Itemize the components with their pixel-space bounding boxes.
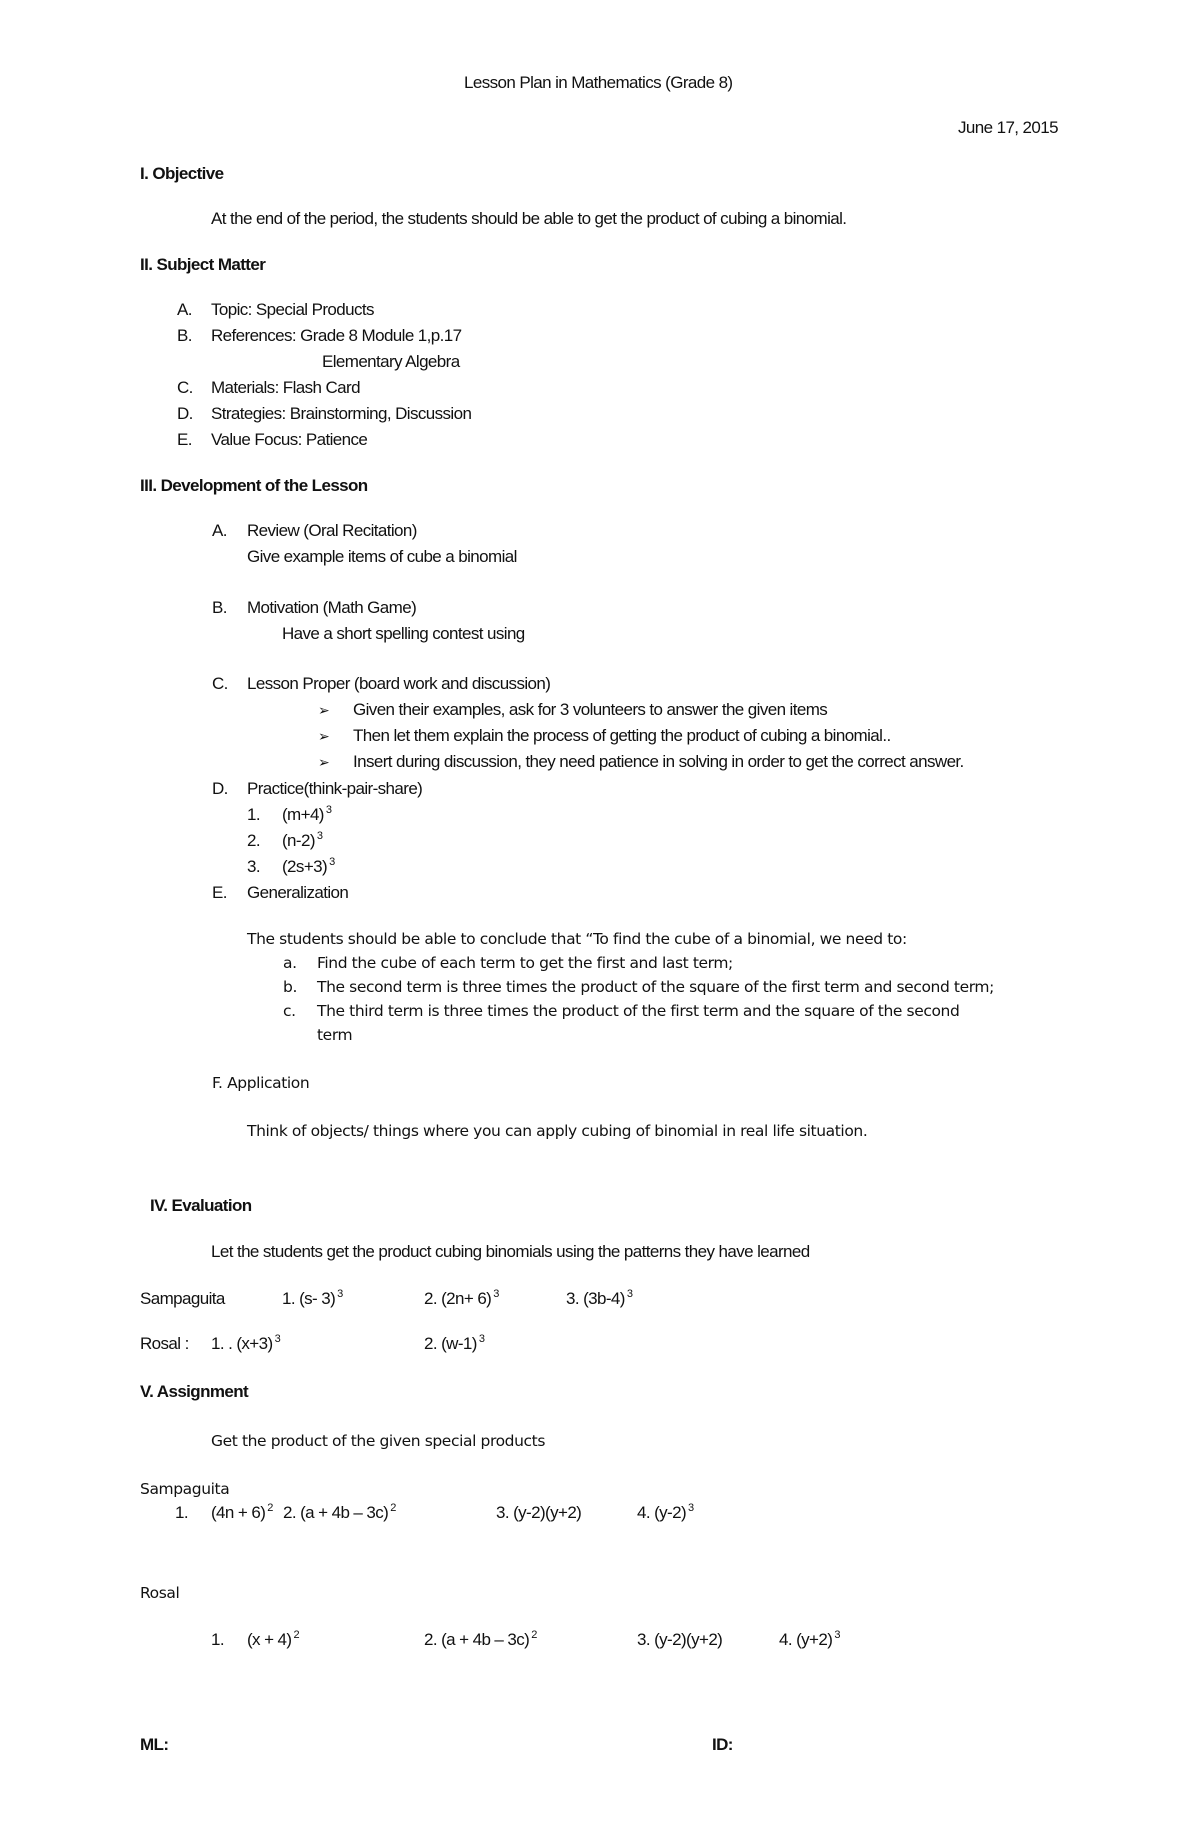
exponent: 2	[531, 1629, 537, 1642]
subject-item-marker: D.	[177, 404, 193, 423]
review-marker: A.	[212, 521, 227, 540]
assignment-expr: 2. (a + 4b – 3c)	[283, 1503, 389, 1522]
practice-item	[282, 805, 331, 825]
assignment-expr: 4. (y-2)	[637, 1503, 687, 1522]
practice-item-number: 1.	[247, 805, 260, 824]
practice-expr: (2s+3)	[282, 857, 328, 876]
generalization-item-marker: a.	[283, 954, 297, 972]
assignment-item-number: 1.	[175, 1503, 188, 1522]
document-title: Lesson Plan in Mathematics (Grade 8)	[464, 73, 733, 92]
generalization-item: The second term is three times the product of the square of the first term and second term;	[317, 978, 994, 996]
assignment-expr: 3. (y-2)(y+2)	[496, 1503, 582, 1522]
subject-item-marker: B.	[177, 326, 192, 345]
assignment-item	[637, 1503, 694, 1523]
objective-text: At the end of the period, the students should be able to get the product of cubing a binomial.	[211, 209, 847, 228]
practice-item-number: 3.	[247, 857, 260, 876]
generalization-item-continuation: term	[317, 1026, 353, 1044]
practice-marker: D.	[212, 779, 228, 798]
assignment-item	[211, 1503, 273, 1523]
subject-item-references-cont: Elementary Algebra	[322, 352, 460, 371]
assignment-expr: 2. (a + 4b – 3c)	[424, 1630, 530, 1649]
objective-heading: I. Objective	[140, 164, 224, 183]
evaluation-instruction: Let the students get the product cubing binomials using the patterns they have learned	[211, 1242, 810, 1261]
generalization-marker: E.	[212, 883, 227, 902]
exponent: 3	[325, 804, 332, 817]
lesson-proper-marker: C.	[212, 674, 228, 693]
lesson-proper-title: Lesson Proper (board work and discussion)	[247, 674, 551, 693]
generalization-title: Generalization	[247, 883, 349, 902]
practice-expr: (m+4)	[282, 805, 324, 824]
subject-item-marker: C.	[177, 378, 193, 397]
assignment-item	[247, 1630, 299, 1650]
generalization-item: The third term is three times the product of the first term and the square of the second	[317, 1002, 960, 1020]
generalization-item-marker: c.	[283, 1002, 296, 1020]
document-date: June 17, 2015	[958, 118, 1058, 137]
application-title: F. Application	[212, 1074, 310, 1092]
evaluation-expr: 1. (s- 3)	[282, 1289, 336, 1308]
evaluation-group-label: Sampaguita	[140, 1289, 225, 1308]
assignment-item-number: 1.	[211, 1630, 224, 1649]
evaluation-item	[282, 1289, 343, 1309]
practice-item	[282, 831, 322, 851]
assignment-group-label: Sampaguita	[140, 1480, 230, 1498]
evaluation-item	[566, 1289, 632, 1309]
generalization-intro: The students should be able to conclude that “To find the cube of a binomial, we need to:	[247, 930, 907, 948]
subject-item-references: References: Grade 8 Module 1,p.17	[211, 326, 462, 345]
evaluation-item	[424, 1289, 499, 1309]
arrow-bullet-icon: ➢	[318, 728, 330, 744]
subject-item-topic: Topic: Special Products	[211, 300, 374, 319]
arrow-bullet-icon: ➢	[318, 754, 330, 770]
assignment-expr: 3. (y-2)(y+2)	[637, 1630, 723, 1649]
exponent: 3	[316, 830, 323, 843]
footer-id-label: ID:	[712, 1735, 733, 1754]
lesson-proper-bullet: Given their examples, ask for 3 volunteers to answer the given items	[353, 700, 828, 719]
exponent: 2	[267, 1502, 273, 1515]
evaluation-expr: 3. (3b-4)	[566, 1289, 625, 1308]
assignment-item	[424, 1630, 537, 1650]
evaluation-expr: 1. . (x+3)	[211, 1334, 273, 1353]
evaluation-item	[424, 1334, 484, 1354]
evaluation-heading: IV. Evaluation	[150, 1196, 252, 1215]
lesson-proper-bullet: Insert during discussion, they need patience in solving in order to get the correct answer.	[353, 752, 964, 771]
exponent: 3	[626, 1288, 633, 1301]
lesson-proper-bullet: Then let them explain the process of getting the product of cubing a binomial..	[353, 726, 891, 745]
evaluation-expr: 2. (w-1)	[424, 1334, 477, 1353]
development-heading: III. Development of the Lesson	[140, 476, 368, 495]
motivation-marker: B.	[212, 598, 227, 617]
assignment-expr: (x + 4)	[247, 1630, 292, 1649]
exponent: 3	[834, 1629, 840, 1642]
exponent: 3	[688, 1502, 694, 1515]
subject-item-value-focus: Value Focus: Patience	[211, 430, 368, 449]
generalization-item-marker: b.	[283, 978, 297, 996]
assignment-instruction: Get the product of the given special products	[211, 1432, 545, 1450]
exponent: 2	[390, 1502, 396, 1515]
assignment-item	[637, 1630, 722, 1650]
practice-item-number: 2.	[247, 831, 260, 850]
motivation-text: Have a short spelling contest using	[282, 624, 525, 643]
subject-item-marker: E.	[177, 430, 192, 449]
assignment-expr: (4n + 6)	[211, 1503, 266, 1522]
practice-title: Practice(think-pair-share)	[247, 779, 423, 798]
subject-item-materials: Materials: Flash Card	[211, 378, 360, 397]
evaluation-expr: 2. (2n+ 6)	[424, 1289, 492, 1308]
review-title: Review (Oral Recitation)	[247, 521, 417, 540]
exponent: 3	[478, 1333, 485, 1346]
arrow-bullet-icon: ➢	[318, 702, 330, 718]
exponent: 3	[329, 856, 335, 869]
application-text: Think of objects/ things where you can apply cubing of binomial in real life situation.	[247, 1122, 868, 1140]
assignment-item	[283, 1503, 396, 1523]
generalization-item: Find the cube of each term to get the first and last term;	[317, 954, 733, 972]
subject-item-marker: A.	[177, 300, 192, 319]
subject-item-strategies: Strategies: Brainstorming, Discussion	[211, 404, 472, 423]
evaluation-group-label: Rosal :	[140, 1334, 189, 1353]
exponent: 3	[493, 1288, 499, 1301]
assignment-expr: 4. (y+2)	[779, 1630, 833, 1649]
assignment-item	[779, 1630, 840, 1650]
motivation-title: Motivation (Math Game)	[247, 598, 417, 617]
subject-matter-heading: II. Subject Matter	[140, 255, 266, 274]
practice-expr: (n-2)	[282, 831, 315, 850]
exponent: 3	[337, 1288, 343, 1301]
assignment-group-label: Rosal	[140, 1584, 180, 1602]
evaluation-item	[211, 1334, 280, 1354]
footer-ml-label: ML:	[140, 1735, 169, 1754]
review-text: Give example items of cube a binomial	[247, 547, 517, 566]
practice-item	[282, 857, 335, 877]
exponent: 2	[293, 1629, 299, 1642]
assignment-heading: V. Assignment	[140, 1382, 249, 1401]
exponent: 3	[274, 1333, 281, 1346]
assignment-item	[496, 1503, 581, 1523]
